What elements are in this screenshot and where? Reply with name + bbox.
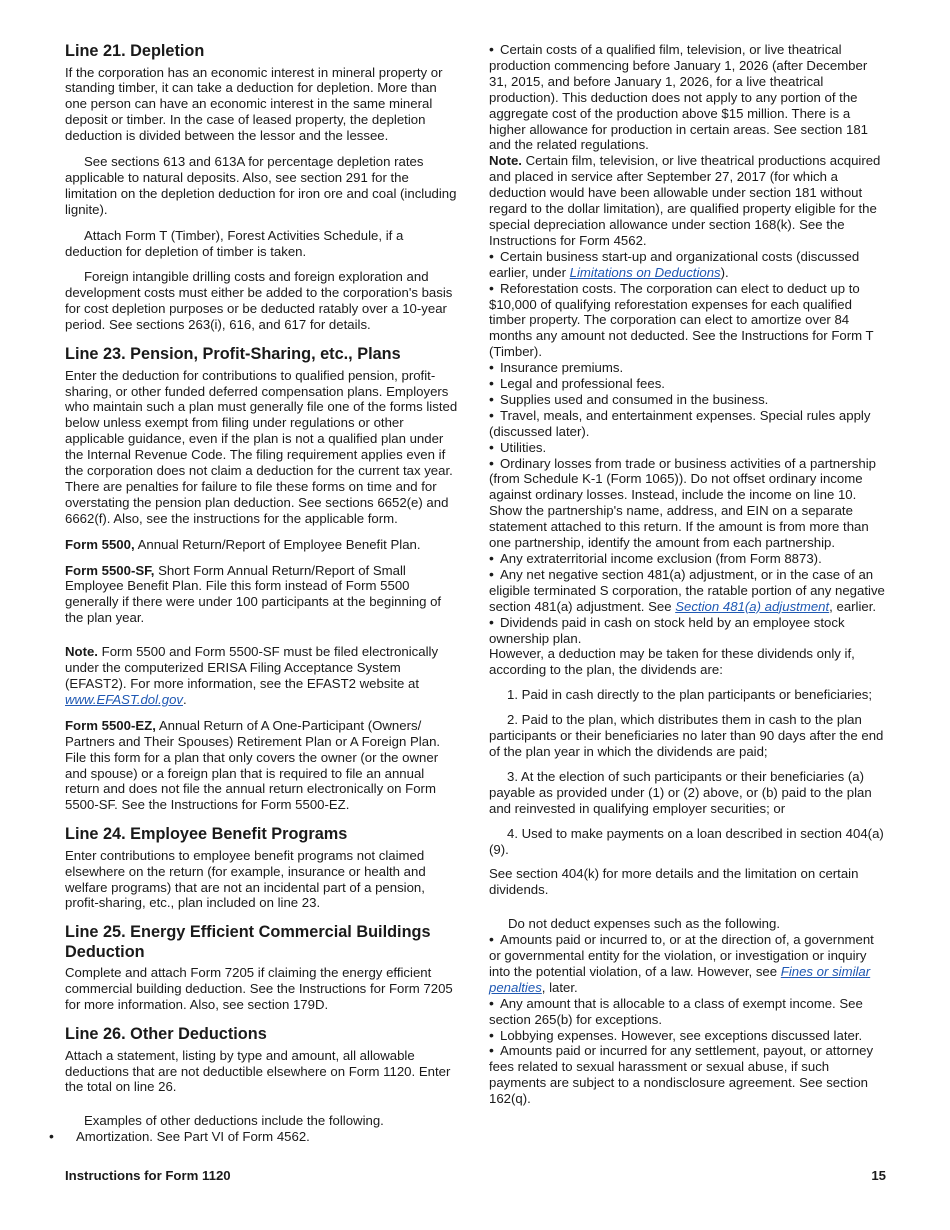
line24-heading: Line 24. Employee Benefit Programs xyxy=(65,825,348,844)
form-5500ez-label: Form 5500-EZ, xyxy=(65,717,156,733)
limitations-link[interactable]: Limitations on Deductions xyxy=(569,264,721,280)
note-end: . xyxy=(183,691,187,707)
exempt-income-bullet: • Any amount that is allocable to a class of exempt income. See section 265(b) for exceptions. xyxy=(489,996,885,1028)
line21-heading: Line 21. Depletion xyxy=(65,42,205,60)
do-not-deduct-intro: Do not deduct expenses such as the following. xyxy=(508,916,780,932)
line25-p1: Complete and attach Form 7205 if claiming the energy efficient commercial building deduction. See the Instructions for Form 7205 for more information. Also, see section 179D. xyxy=(65,965,453,1013)
efast-link[interactable]: www.EFAST.dol.gov xyxy=(65,691,184,707)
form-5500-entry xyxy=(65,537,460,553)
form-5500-label: Form 5500, xyxy=(65,536,135,552)
form-5500ez-text: Annual Return of A One-Participant (Owners/ Partners and Their Spouses) Retirement Plan or A Foreign Plan. File this form for a plan that only covers the owner (or the owner and spouse) or a foreign plan that is required to file an annual return and does not file the annual return electronically on Form 5500-SF. See the Instructions for Form 5500-EZ. xyxy=(65,717,441,813)
line23-heading: Line 23. Pension, Profit-Sharing, etc., Plans xyxy=(65,345,401,364)
startup-text: Certain business start-up and organizational costs (discussed earlier, under xyxy=(489,248,860,280)
left-column xyxy=(65,42,460,1145)
form-5500ez-entry xyxy=(65,718,460,813)
reforestation-bullet: • Reforestation costs. The corporation can elect to deduct up to $10,000 of qualifying reforestation expenses for each qualified timber property. The corporation can elect to amortize over 84 months any amount not deducted. See the Instructions for Form T (Timber). xyxy=(489,281,885,361)
note-text: Form 5500 and Form 5500-SF must be filed electronically under the computerized ERISA Filing Acceptance System (EFAST2). For more information, see the EFAST2 website at xyxy=(65,644,439,691)
fines-text: Amounts paid or incurred to, or at the direction of, a government or governmental entity for the violation, or investigation or inquiry into the potential violation, of a law. However, see xyxy=(489,932,874,979)
line21-p2: See sections 613 and 613A for percentage depletion rates applicable to natural deposits. Also, see section 291 for the limitation on the depletion deduction for iron ore and coal (including lignite). xyxy=(65,154,457,217)
form-5500-text: Annual Return/Report of Employee Benefit Plan. xyxy=(134,536,421,552)
form-5500sf-label: Form 5500-SF, xyxy=(65,562,155,578)
however-paragraph: However, a deduction may be taken for these dividends only if, according to the plan, the dividends are: xyxy=(489,646,855,678)
fines-link[interactable]: Fines or similar penalties xyxy=(489,963,871,995)
dividends-bullet: • Dividends paid in cash on stock held by an employee stock ownership plan. xyxy=(489,615,885,647)
film-note xyxy=(489,153,885,248)
line21-p4: Foreign intangible drilling costs and foreign exploration and development costs must either be added to the corporation's basis for cost depletion purposes or be deducted ratably over a 10-year period. See sections 263(i), 616, and 617 for details. xyxy=(65,269,453,333)
page-number: 15 xyxy=(871,1168,886,1183)
film-note-label: Note. xyxy=(489,153,522,169)
supplies-bullet: • Supplies used and consumed in the business. xyxy=(489,392,885,408)
line26-p1: Attach a statement, listing by type and amount, all allowable deductions that are not deductible elsewhere on Form 1120. Enter the total on line 26. xyxy=(65,1047,451,1095)
legal-bullet: • Legal and professional fees. xyxy=(489,376,885,392)
fines-end: , later. xyxy=(541,979,578,995)
settlement-bullet: • Amounts paid or incurred for any settlement, payout, or attorney fees related to sexual harassment or sexual abuse, if such payments are subject to a nondisclosure agreement. See section 162(q). xyxy=(489,1043,885,1107)
insurance-bullet: • Insurance premiums. xyxy=(489,360,885,376)
section-481-end: , earlier. xyxy=(829,598,877,614)
film-note-text: Certain film, television, or live theatrical productions acquired and placed in service after September 27, 2017 (for which a deduction would have been allowable under section 181 without regard to the dollar limitation), are qualified property eligible for the special depreciation allowance under section 168(k). See the Instructions for Form 4562. xyxy=(489,153,881,248)
form-5500sf-text: Short Form Annual Return/Report of Small Employee Benefit Plan. File this form instead of Form 5500 generally if there were under 100 participants at the beginning of the plan year. xyxy=(65,562,442,626)
note-label: Note. xyxy=(65,644,98,660)
film-bullet: • Certain costs of a qualified film, television, or live theatrical production commencing before January 1, 2026 (after December 31, 2015, and before January 1, 2026, for a live theatrical production). This deduction does not apply to any portion of the aggregate cost of the production above $15 million. There is a higher allowance for production in certain areas. See section 181 and the related regulations. xyxy=(489,42,885,153)
line21-p3: Attach Form T (Timber), Forest Activities Schedule, if a deduction for depletion of timber is taken. xyxy=(65,227,404,259)
see-404k: See section 404(k) for more details and the limitation on certain dividends. xyxy=(489,866,859,898)
fines-bullet xyxy=(489,932,885,996)
right-column xyxy=(489,42,885,1107)
section-481-bullet xyxy=(489,567,885,615)
line25-heading: Line 25. Energy Efficient Commercial Buildings Deduction xyxy=(65,923,431,961)
dividend-condition-1: 1. Paid in cash directly to the plan participants or beneficiaries; xyxy=(507,687,873,703)
dividend-condition-4: 4. Used to make payments on a loan described in section 404(a)(9). xyxy=(489,825,884,857)
amortization-bullet: • Amortization. See Part VI of Form 4562. xyxy=(65,1129,460,1145)
extraterritorial-bullet: • Any extraterritorial income exclusion (from Form 8873). xyxy=(489,551,885,567)
line26-p2: Examples of other deductions include the following. xyxy=(84,1113,384,1129)
dividend-condition-2: 2. Paid to the plan, which distributes them in cash to the plan participants or their beneficiaries no later than 90 days after the end of the plan year in which the dividends are paid; xyxy=(489,712,884,759)
startup-bullet xyxy=(489,249,885,281)
section-481-link[interactable]: Section 481(a) adjustment xyxy=(675,598,830,614)
utilities-bullet: • Utilities. xyxy=(489,440,885,456)
startup-end: ). xyxy=(720,264,729,280)
efast-note xyxy=(65,644,460,708)
footer-title: Instructions for Form 1120 xyxy=(65,1168,231,1183)
dividend-condition-3: 3. At the election of such participants or their beneficiaries (a) payable as provided under (1) or (2) above, or (b) paid to the plan and reinvested in qualifying employer securities; or xyxy=(489,768,872,816)
section-481-text: Any net negative section 481(a) adjustment, or in the case of an eligible terminated S corporation, the ratable portion of any negative section 481(a) adjustment. See xyxy=(489,566,885,614)
line24-p1: Enter contributions to employee benefit programs not claimed elsewhere on the return (for example, insurance or health and welfare programs) that are not an incidental part of a pension, profit-sharing, etc., plan included on line 23. xyxy=(65,847,426,911)
travel-bullet: • Travel, meals, and entertainment expenses. Special rules apply (discussed later). xyxy=(489,408,885,440)
lobbying-bullet: • Lobbying expenses. However, see exceptions discussed later. xyxy=(489,1028,885,1044)
line21-p1: If the corporation has an economic interest in mineral property or standing timber, it can take a deduction for depletion. More than one person can have an economic interest in the same mineral deposit or timber. In the case of leased property, the depletion deduction is divided between the lessor and the lessee. xyxy=(65,64,443,144)
line23-p1: Enter the deduction for contributions to qualified pension, profit-sharing, or other funded deferred compensation plans. Employers who maintain such a plan must generally file one of the forms listed below unless exempt from filing under regulations or other applicable guidance, even if the plan is not a qualified plan under the Internal Revenue Code. The filing requirement applies even if the corporation does not claim a deduction for the current tax year. There are penalties for failure to file these forms on time and for overstating the pension plan deduction. See sections 6652(e) and 6662(f). Also, see the instructions for the applicable form. xyxy=(65,367,458,526)
form-5500sf-entry xyxy=(65,563,460,627)
line26-heading: Line 26. Other Deductions xyxy=(65,1025,267,1044)
losses-bullet: • Ordinary losses from trade or business activities of a partnership (from Schedule K-1 (Form 1065)). Do not offset ordinary income against ordinary losses. Instead, include the income on line 10. Show the partnership's name, address, and EIN on a separate statement attached to this return. If the amount is from more than one partnership, identify the amount from each partnership. xyxy=(489,456,885,551)
